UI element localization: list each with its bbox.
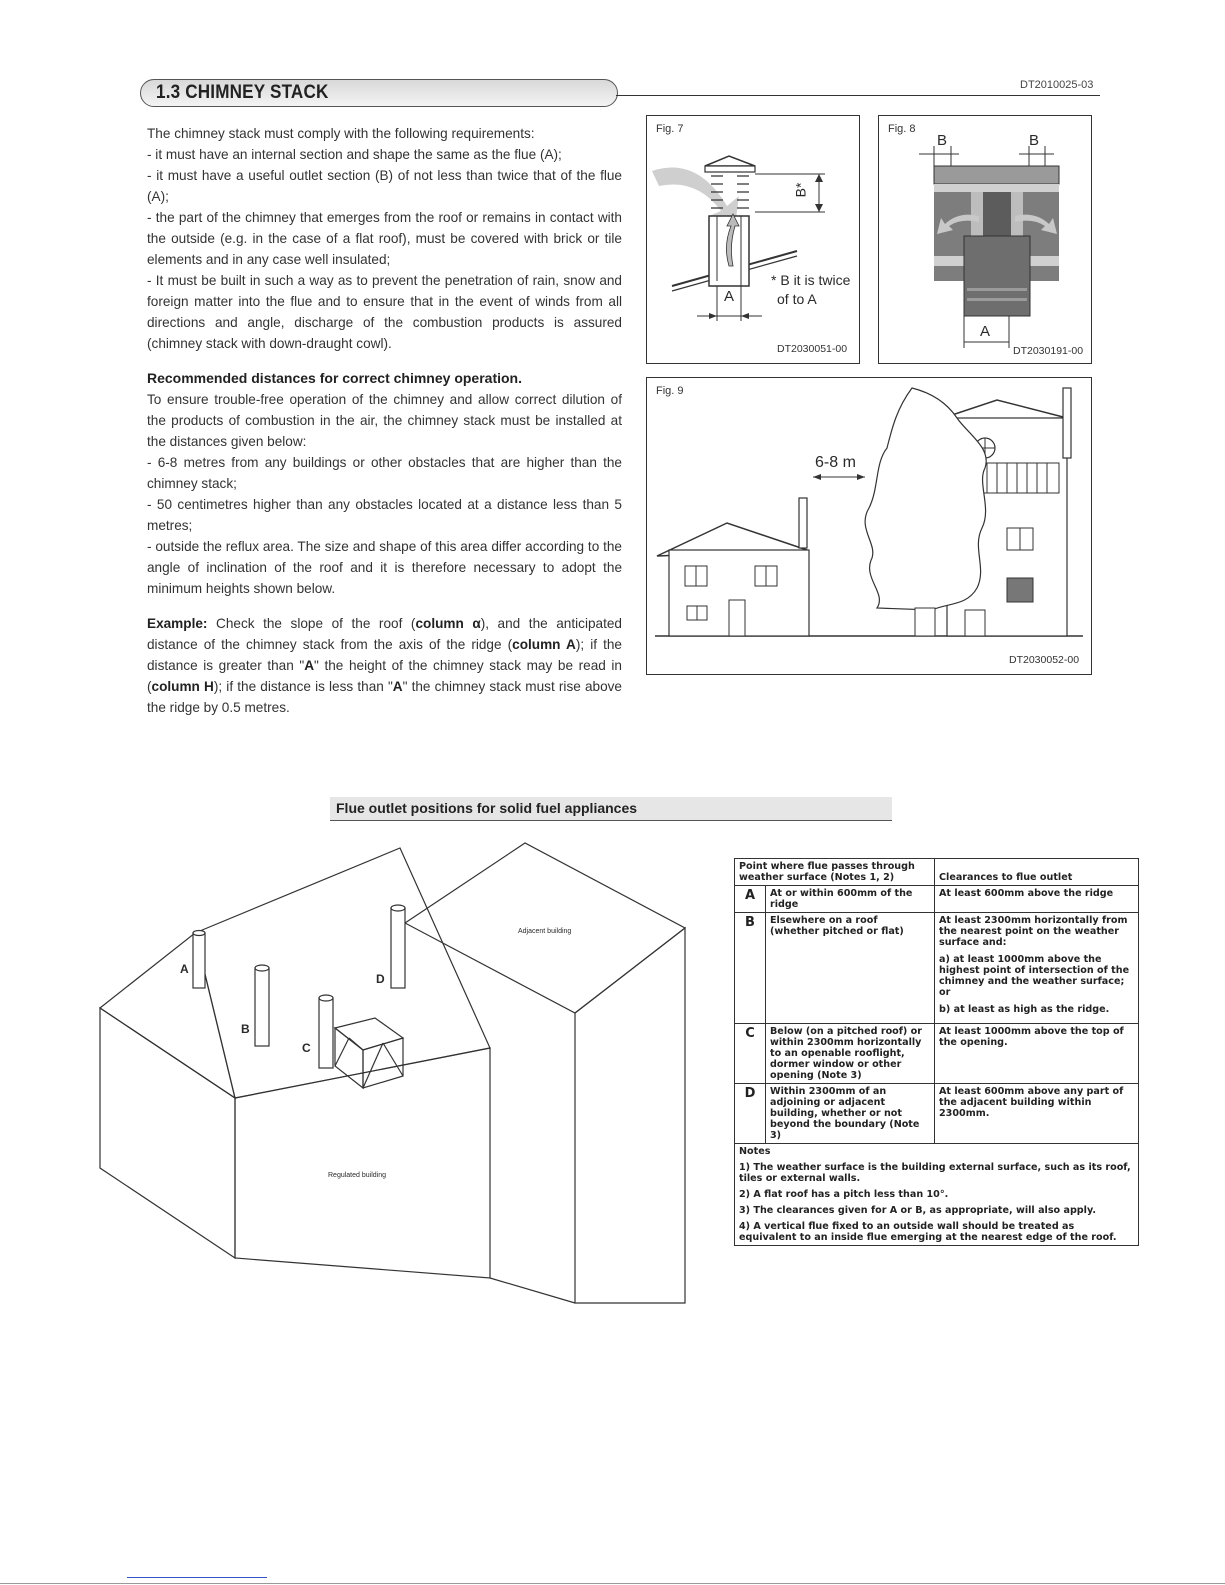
figure-7-dimension-b: B* <box>792 182 809 198</box>
figure-9-distance-label: 6-8 m <box>815 454 856 471</box>
note-3: 3) The clearances given for A or B, as appropriate, will also apply. <box>739 1205 1096 1216</box>
example-label: Example: <box>147 616 208 631</box>
flue-position-c-label: C <box>302 1041 311 1055</box>
footer-link-underline <box>127 1577 267 1578</box>
recommendation-2: - 50 centimetres higher than any obstacles located at a distance less than 5 metres; <box>147 497 622 533</box>
figure-8-code: DT2030191-00 <box>1013 345 1084 357</box>
section-title: 1.3 CHIMNEY STACK <box>156 82 329 103</box>
flue-outlet-banner <box>330 797 892 821</box>
note-1: 1) The weather surface is the building external surface, such as its roof, tiles or external walls. <box>739 1162 1131 1184</box>
table-notes-row <box>735 1144 1139 1246</box>
figure-7-label: Fig. 7 <box>656 123 684 135</box>
notes-title: Notes <box>739 1146 771 1157</box>
body-text <box>147 123 622 718</box>
figure-9-code: DT2030052-00 <box>1009 654 1080 666</box>
flue-outlet-title: Flue outlet positions for solid fuel appliances <box>336 800 638 816</box>
recommendation-1: - 6-8 metres from any buildings or other obstacles that are higher than the chimney stack; <box>147 455 622 491</box>
recommended-heading: Recommended distances for correct chimney operation. <box>147 370 522 386</box>
recommended-intro: To ensure trouble-free operation of the chimney and allow correct dilution of the products of combustion in the air, the chimney stack must be installed at the distances given below: <box>147 392 622 449</box>
example-paragraph: Example: Check the slope of the roof (column α), and the anticipated distance of the chimney stack from the axis of the ridge (column A); if the distance is greater than "A" the height of the chimney stack may be read in (column H); if the distance is less than "A" the chimney stack must rise above the ridge by 0.5 metres. <box>147 616 622 715</box>
figure-7-note-line-1: * B it is twice <box>771 272 851 288</box>
flue-position-a-label: A <box>180 962 189 976</box>
recommendation-3: - outside the reflux area. The size and shape of this area differ according to the angle of inclination of the roof and it is therefore necessary to adopt the minimum heights shown below. <box>147 539 622 596</box>
footer-rule <box>0 1583 1225 1584</box>
note-4: 4) A vertical flue fixed to an outside wall should be treated as equivalent to an inside flue emerging at the nearest edge of the roof. <box>739 1221 1117 1243</box>
figure-8-dimension-a: A <box>980 323 991 340</box>
requirement-3: - the part of the chimney that emerges from the roof or remains in contact with the outside (e.g. in the case of a flat roof), must be covered with brick or tile elements and in any case well insulated; <box>147 210 622 267</box>
chimney-distance-diagram <box>647 378 1091 674</box>
figure-7-code: DT2030051-00 <box>777 343 848 355</box>
header-clearance: Clearances to flue outlet <box>935 859 1139 886</box>
requirement-2: - it must have a useful outlet section (B) of not less than twice that of the flue (A); <box>147 168 622 204</box>
requirement-4: - It must be built in such a way as to prevent the penetration of rain, snow and foreign matter into the flue and to ensure that in the event of winds from all directions and angle, discharge of the combustion products is assured (chimney stack with down-draught cowl). <box>147 273 622 351</box>
adjacent-building-label: Adjacent building <box>518 928 572 935</box>
table-row: B Elsewhere on a roof (whether pitched or flat) At least 2300mm horizontally from the nearest point on the weather surface and: a) at least 1000mm above the highest point of intersection of the chimney and the weather surface; or b) at least as high as the ridge. <box>735 913 1139 1024</box>
flue-clearance-table <box>734 858 1139 1246</box>
chimney-cowl-diagram <box>647 116 859 363</box>
figure-7 <box>646 115 860 364</box>
flue-outlet-positions-diagram <box>95 838 695 1318</box>
document-code: DT2010025-03 <box>1020 79 1094 91</box>
note-2: 2) A flat roof has a pitch less than 10°. <box>739 1189 949 1200</box>
regulated-building-label: Regulated building <box>328 1172 386 1179</box>
figure-8-dimension-b-left: B <box>937 132 948 149</box>
figure-8 <box>878 115 1092 364</box>
figure-7-note-line-2: of to A <box>777 291 817 307</box>
figure-9-label: Fig. 9 <box>656 385 684 397</box>
table-header-row <box>735 859 1139 886</box>
table-row: C Below (on a pitched roof) or within 2300mm horizontally to an openable rooflight, dormer window or other opening (Note 3) At least 1000mm above the top of the opening. <box>735 1024 1139 1084</box>
table-row: D Within 2300mm of an adjoining or adjacent building, whether or not beyond the boundary (Note 3) At least 600mm above any part of the adjacent building within 2300mm. <box>735 1084 1139 1144</box>
figure-8-label: Fig. 8 <box>888 123 916 135</box>
header-point: Point where flue passes through weather surface (Notes 1, 2) <box>735 859 935 886</box>
requirement-1: - it must have an internal section and shape the same as the flue (A); <box>147 147 562 162</box>
table-row: A At or within 600mm of the ridge At least 600mm above the ridge <box>735 886 1139 913</box>
flue-position-b-label: B <box>241 1022 250 1036</box>
flue-position-d-label: D <box>376 972 385 986</box>
figure-9 <box>646 377 1092 675</box>
section-rule <box>616 95 1100 96</box>
intro-text: The chimney stack must comply with the following requirements: <box>147 126 535 141</box>
figure-7-dimension-a: A <box>724 288 735 305</box>
figure-8-dimension-b-right: B <box>1029 132 1040 149</box>
